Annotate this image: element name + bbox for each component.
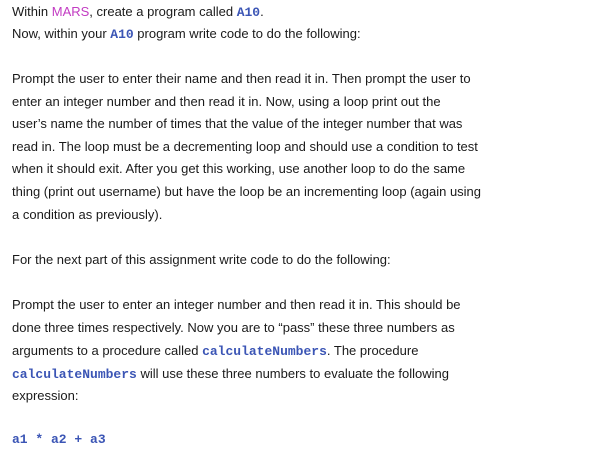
part1-line: when it should exit. After you get this working, use another loop to do the same [12, 161, 466, 176]
part3-line-5: expression: [12, 388, 79, 403]
part3-line-2: done three times respectively. Now you are to “pass” these three numbers as [12, 320, 455, 335]
part1-line: thing (print out username) but have the loop be an incrementing loop (again using [12, 184, 482, 199]
intro-line-1 [12, 4, 264, 21]
intro-text: , create a program called [89, 4, 237, 19]
procedure-name-code: calculateNumbers [12, 367, 137, 382]
intro-text: Now, within your [12, 26, 111, 41]
part3-text: . The procedure [326, 343, 419, 358]
mars-name: MARS [51, 4, 90, 19]
part1-line: a condition as previously). [12, 207, 163, 222]
part1-line: Prompt the user to enter their name and then read it in. Then prompt the user to [12, 71, 471, 86]
intro-line-2 [12, 26, 361, 43]
intro-text: . [260, 4, 264, 19]
intro-text: program write code to do the following: [133, 26, 361, 41]
part2-heading: For the next part of this assignment write code to do the following: [12, 252, 391, 267]
program-name-code: A10 [110, 27, 134, 42]
part3-line-3 [12, 343, 418, 360]
part3-text: will use these three numbers to evaluate the following [136, 366, 450, 381]
part3-line-4 [12, 366, 449, 383]
part3-text: arguments to a procedure called [12, 343, 203, 358]
expression-code: a1 * a2 + a3 [12, 432, 106, 447]
part1-line: user’s name the number of times that the value of the integer number that was [12, 116, 463, 131]
intro-text: Within [12, 4, 52, 19]
part1-line: read in. The loop must be a decrementing loop and should use a condition to test [12, 139, 478, 154]
procedure-name-code: calculateNumbers [202, 344, 327, 359]
part1-line: enter an integer number and then read it in. Now, using a loop print out the [12, 94, 441, 109]
program-name-code: A10 [236, 5, 261, 20]
part3-line-1: Prompt the user to enter an integer number and then read it in. This should be [12, 297, 461, 312]
